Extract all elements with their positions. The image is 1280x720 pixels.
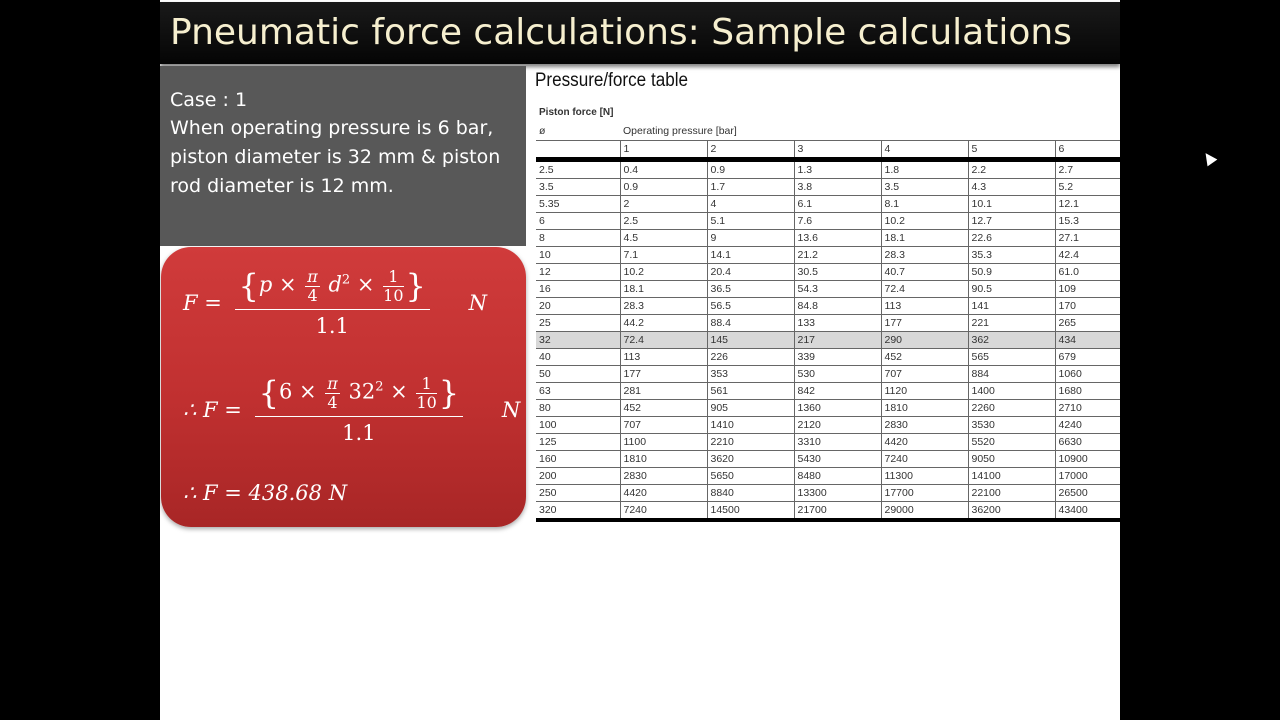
pressure-header-cell: 5 (968, 141, 1055, 160)
mouse-cursor (1201, 150, 1218, 167)
diameter-cell: 16 (536, 281, 620, 298)
formula-general-denominator: 1.1 (315, 314, 349, 338)
force-cell: 10.2 (620, 264, 707, 281)
diameter-cell: 20 (536, 298, 620, 315)
force-cell: 3620 (707, 451, 794, 468)
force-cell: 1680 (1055, 383, 1120, 400)
formula-general (183, 267, 487, 338)
table-row (536, 383, 1120, 400)
force-cell: 0.9 (620, 179, 707, 196)
force-cell: 565 (968, 349, 1055, 366)
table-row (536, 298, 1120, 315)
force-cell: 2.2 (968, 160, 1055, 179)
force-cell: 170 (1055, 298, 1120, 315)
force-cell: 7240 (881, 451, 968, 468)
force-cell: 5650 (707, 468, 794, 485)
table-title: Pressure/force table (535, 70, 689, 91)
force-cell: 13.6 (794, 230, 881, 247)
table-row (536, 468, 1120, 485)
table-row (536, 417, 1120, 434)
force-cell: 14.1 (707, 247, 794, 264)
diameter-cell: 6 (536, 213, 620, 230)
force-cell: 1410 (707, 417, 794, 434)
force-cell: 61.0 (1055, 264, 1120, 281)
title-bar (160, 2, 1120, 64)
table-header-row (536, 104, 1120, 122)
force-cell: 905 (707, 400, 794, 417)
force-cell: 2830 (881, 417, 968, 434)
diameter-cell: 5.35 (536, 196, 620, 213)
force-cell: 7.6 (794, 213, 881, 230)
formula-general-numerator: {p × $\frac{\pi}{4}$ $d^2$ × $\frac{1}{10}$ } (235, 267, 430, 310)
diameter-cell: 63 (536, 383, 620, 400)
force-cell: 22100 (968, 485, 1055, 502)
force-cell: 88.4 (707, 315, 794, 332)
formula-substituted-lhs: ∴ F = (183, 397, 242, 422)
force-cell: 7.1 (620, 247, 707, 264)
table-row (536, 485, 1120, 502)
force-cell: 7240 (620, 502, 707, 521)
force-cell: 362 (968, 332, 1055, 349)
force-cell: 2120 (794, 417, 881, 434)
diameter-cell: 100 (536, 417, 620, 434)
force-cell: 84.8 (794, 298, 881, 315)
force-cell: 1.7 (707, 179, 794, 196)
diameter-symbol: ø (539, 125, 546, 137)
diameter-cell: 12 (536, 264, 620, 281)
force-cell: 42.4 (1055, 247, 1120, 264)
pressure-values-row (536, 141, 1120, 160)
force-cell: 12.1 (1055, 196, 1120, 213)
force-cell: 14500 (707, 502, 794, 521)
formula-general-unit: N (468, 290, 487, 315)
force-cell: 5.2 (1055, 179, 1120, 196)
force-cell: 2260 (968, 400, 1055, 417)
diameter-cell: 3.5 (536, 179, 620, 196)
force-cell: 1060 (1055, 366, 1120, 383)
force-cell: 177 (881, 315, 968, 332)
force-cell: 145 (707, 332, 794, 349)
table-row (536, 349, 1120, 366)
force-cell: 14100 (968, 468, 1055, 485)
force-cell: 13300 (794, 485, 881, 502)
table-row (536, 247, 1120, 264)
force-cell: 72.4 (620, 332, 707, 349)
table-row (536, 196, 1120, 213)
diameter-cell: 8 (536, 230, 620, 247)
diameter-cell: 25 (536, 315, 620, 332)
table-row (536, 332, 1120, 349)
force-cell: 28.3 (620, 298, 707, 315)
force-cell: 1360 (794, 400, 881, 417)
pressure-header-cell: 6 (1055, 141, 1120, 160)
diameter-cell: 250 (536, 485, 620, 502)
force-cell: 43400 (1055, 502, 1120, 521)
diameter-cell: 2.5 (536, 160, 620, 179)
force-cell: 1120 (881, 383, 968, 400)
force-cell: 56.5 (707, 298, 794, 315)
formula-substituted-fraction (255, 374, 464, 445)
force-cell: 2710 (1055, 400, 1120, 417)
force-cell: 2.5 (620, 213, 707, 230)
table-row (536, 213, 1120, 230)
table-row (536, 281, 1120, 298)
table-row (536, 264, 1120, 281)
force-cell: 9050 (968, 451, 1055, 468)
table-row (536, 315, 1120, 332)
force-cell: 4420 (620, 485, 707, 502)
force-cell: 72.4 (881, 281, 968, 298)
force-cell: 17000 (1055, 468, 1120, 485)
table-row (536, 160, 1120, 179)
force-cell: 2 (620, 196, 707, 213)
force-cell: 679 (1055, 349, 1120, 366)
force-cell: 281 (620, 383, 707, 400)
force-cell: 4420 (881, 434, 968, 451)
force-cell: 4 (707, 196, 794, 213)
diameter-cell: 50 (536, 366, 620, 383)
force-cell: 217 (794, 332, 881, 349)
force-cell: 353 (707, 366, 794, 383)
force-cell: 113 (881, 298, 968, 315)
force-cell: 50.9 (968, 264, 1055, 281)
force-cell: 21.2 (794, 247, 881, 264)
force-cell: 18.1 (881, 230, 968, 247)
force-cell: 226 (707, 349, 794, 366)
force-cell: 1.8 (881, 160, 968, 179)
force-cell: 12.7 (968, 213, 1055, 230)
case-description: When operating pressure is 6 bar, piston diameter is 32 mm & piston rod diameter is 12 mm. (170, 117, 501, 197)
formula-substituted-denominator: 1.1 (342, 421, 376, 445)
formula-substituted (183, 374, 520, 445)
operating-pressure-label: Operating pressure [bar] (620, 122, 1120, 141)
force-cell: 15.3 (1055, 213, 1120, 230)
force-cell: 530 (794, 366, 881, 383)
force-cell: 27.1 (1055, 230, 1120, 247)
force-cell: 452 (620, 400, 707, 417)
table-row (536, 400, 1120, 417)
table-row (536, 502, 1120, 521)
formula-general-lhs: F = (183, 290, 222, 315)
force-cell: 4240 (1055, 417, 1120, 434)
formula-substituted-numerator: {6 × $\frac{\pi}{4}$ $32^2$ × $\frac{1}{10}$ } (255, 374, 464, 417)
force-cell: 54.3 (794, 281, 881, 298)
force-cell: 5430 (794, 451, 881, 468)
pressure-force-table (536, 104, 1120, 522)
force-cell: 842 (794, 383, 881, 400)
force-cell: 8480 (794, 468, 881, 485)
case-label: Case : 1 (170, 89, 248, 111)
force-cell: 141 (968, 298, 1055, 315)
pressure-header-cell: 4 (881, 141, 968, 160)
slide (160, 0, 1120, 720)
diameter-cell: 10 (536, 247, 620, 264)
force-cell: 1810 (620, 451, 707, 468)
pressure-header-cell: 2 (707, 141, 794, 160)
force-cell: 10.2 (881, 213, 968, 230)
force-cell: 2210 (707, 434, 794, 451)
force-cell: 5.1 (707, 213, 794, 230)
formula-substituted-unit: N (501, 397, 521, 422)
force-cell: 3530 (968, 417, 1055, 434)
force-cell: 1400 (968, 383, 1055, 400)
slide-title: Pneumatic force calculations: Sample calculations (170, 12, 1072, 53)
table-row (536, 434, 1120, 451)
force-cell: 221 (968, 315, 1055, 332)
force-cell: 9 (707, 230, 794, 247)
force-cell: 884 (968, 366, 1055, 383)
diameter-cell: 80 (536, 400, 620, 417)
force-cell: 2830 (620, 468, 707, 485)
diameter-cell: 160 (536, 451, 620, 468)
force-cell: 26500 (1055, 485, 1120, 502)
formula-box (161, 247, 526, 527)
force-cell: 20.4 (707, 264, 794, 281)
force-cell: 707 (620, 417, 707, 434)
table-subheader-row (536, 122, 1120, 141)
force-cell: 434 (1055, 332, 1120, 349)
force-cell: 30.5 (794, 264, 881, 281)
force-cell: 18.1 (620, 281, 707, 298)
force-cell: 1810 (881, 400, 968, 417)
force-cell: 90.5 (968, 281, 1055, 298)
force-cell: 3.8 (794, 179, 881, 196)
force-cell: 22.6 (968, 230, 1055, 247)
force-cell: 1.3 (794, 160, 881, 179)
pressure-header-cell: 3 (794, 141, 881, 160)
force-cell: 36.5 (707, 281, 794, 298)
force-cell: 177 (620, 366, 707, 383)
force-cell: 3.5 (881, 179, 968, 196)
diameter-column-header (536, 141, 620, 160)
force-cell: 3310 (794, 434, 881, 451)
force-cell: 1100 (620, 434, 707, 451)
formula-general-fraction (235, 267, 430, 338)
force-cell: 8.1 (881, 196, 968, 213)
force-cell: 4.5 (620, 230, 707, 247)
force-cell: 28.3 (881, 247, 968, 264)
piston-force-label: Piston force [N] (539, 107, 614, 118)
force-cell: 4.3 (968, 179, 1055, 196)
diameter-cell: 32 (536, 332, 620, 349)
pressure-header-cell: 1 (620, 141, 707, 160)
force-cell: 290 (881, 332, 968, 349)
force-cell: 10.1 (968, 196, 1055, 213)
force-cell: 0.4 (620, 160, 707, 179)
force-cell: 452 (881, 349, 968, 366)
table-row (536, 366, 1120, 383)
force-cell: 35.3 (968, 247, 1055, 264)
case-box (160, 66, 526, 246)
force-cell: 44.2 (620, 315, 707, 332)
force-cell: 21700 (794, 502, 881, 521)
force-cell: 133 (794, 315, 881, 332)
diameter-cell: 200 (536, 468, 620, 485)
diameter-cell: 40 (536, 349, 620, 366)
diameter-cell: 125 (536, 434, 620, 451)
table-row (536, 179, 1120, 196)
force-cell: 36200 (968, 502, 1055, 521)
force-cell: 707 (881, 366, 968, 383)
force-cell: 40.7 (881, 264, 968, 281)
force-cell: 339 (794, 349, 881, 366)
table-row (536, 230, 1120, 247)
force-cell: 11300 (881, 468, 968, 485)
force-cell: 0.9 (707, 160, 794, 179)
force-cell: 29000 (881, 502, 968, 521)
force-cell: 10900 (1055, 451, 1120, 468)
force-cell: 8840 (707, 485, 794, 502)
force-cell: 113 (620, 349, 707, 366)
force-cell: 17700 (881, 485, 968, 502)
diameter-cell: 320 (536, 502, 620, 521)
force-cell: 561 (707, 383, 794, 400)
formula-result: ∴ F = 438.68 N (183, 481, 348, 505)
force-cell: 265 (1055, 315, 1120, 332)
table-row (536, 451, 1120, 468)
force-cell: 2.7 (1055, 160, 1120, 179)
force-cell: 5520 (968, 434, 1055, 451)
force-cell: 109 (1055, 281, 1120, 298)
force-cell: 6630 (1055, 434, 1120, 451)
force-cell: 6.1 (794, 196, 881, 213)
